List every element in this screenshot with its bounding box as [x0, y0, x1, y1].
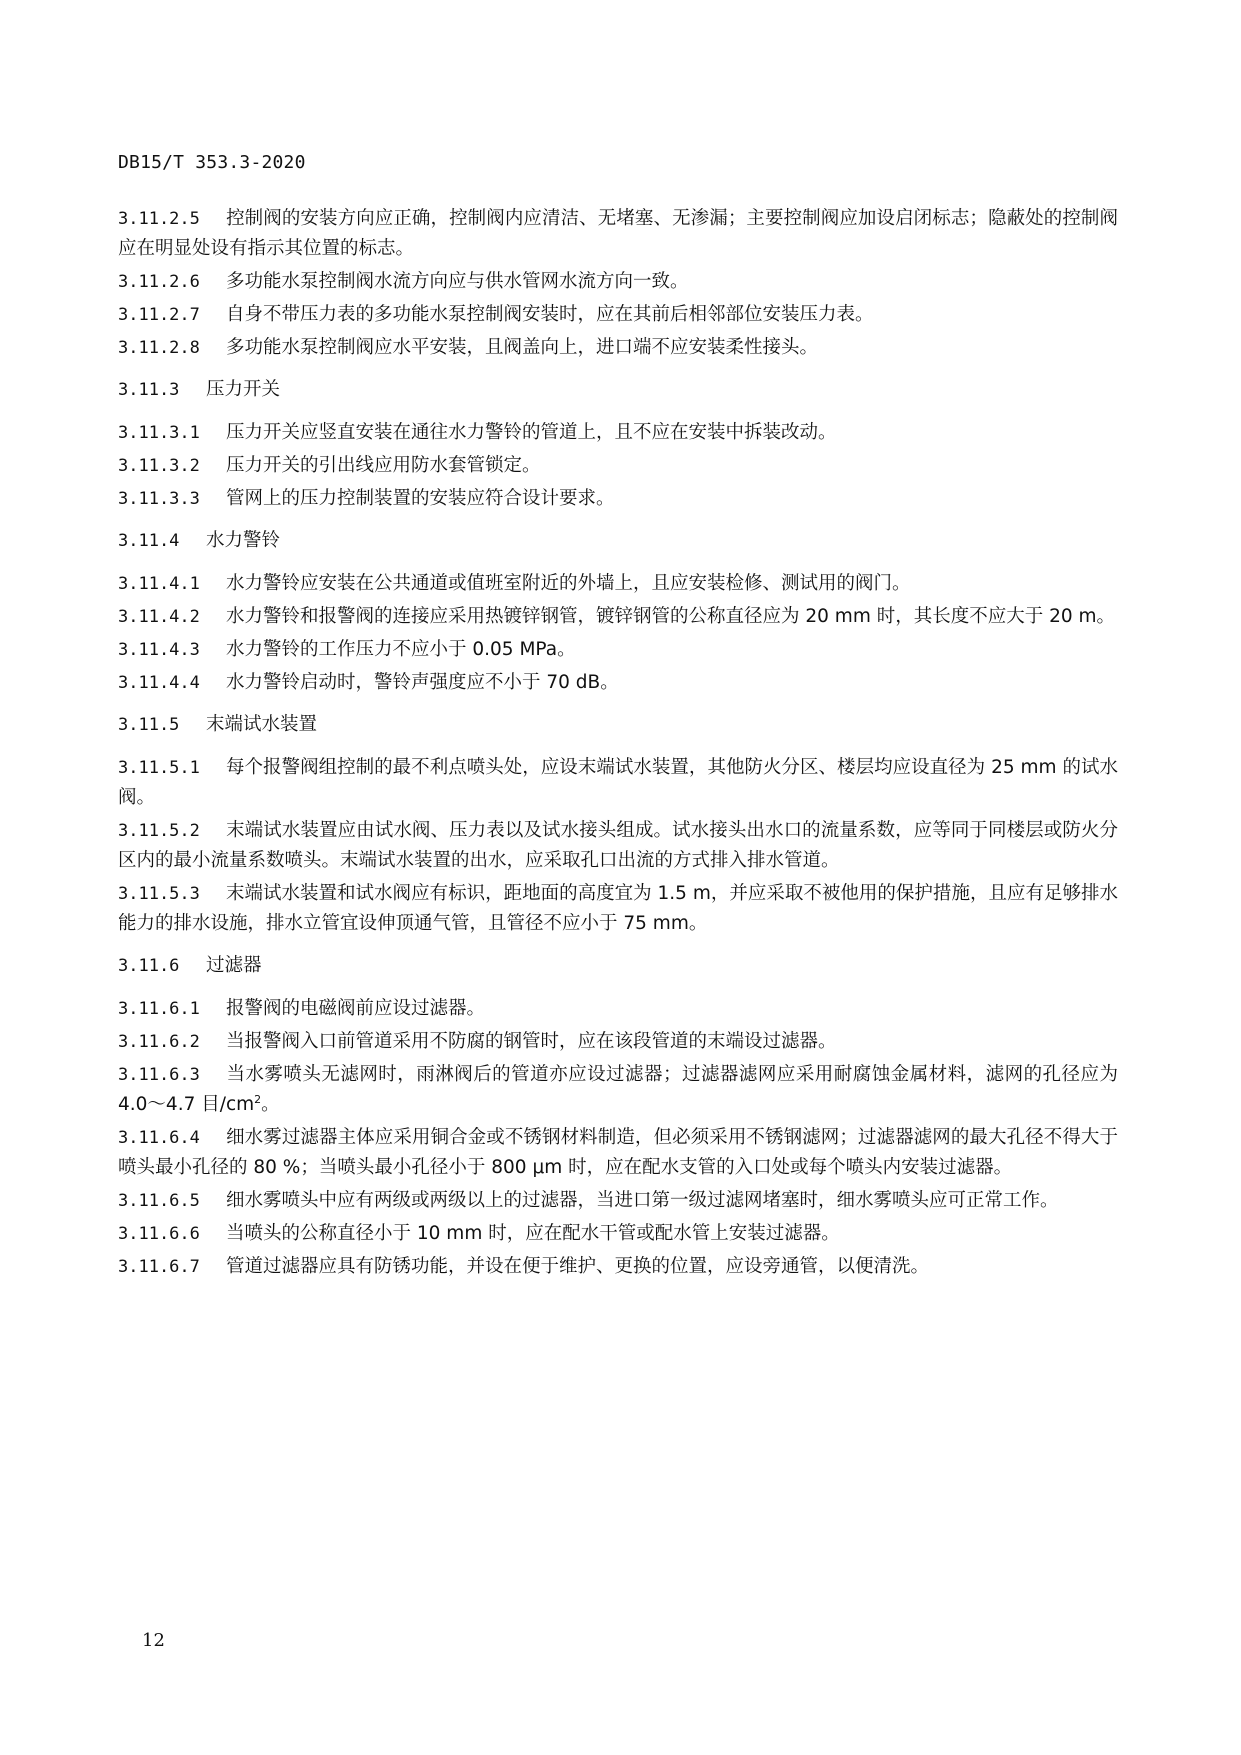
section-title: 末端试水装置: [206, 714, 318, 735]
section-heading-3-11-5: [118, 710, 1118, 740]
clause-3-11-6-1: [118, 994, 1118, 1024]
clause-text: 末端试水装置应由试水阀、压力表以及试水接头组成。试水接头出水口的流量系数，应等同于同楼层或防火分区内的最小流量系数喷头。末端试水装置的出水，应采取孔口出流的方式排入排水管道。: [118, 820, 1118, 871]
clause-text: 自身不带压力表的多功能水泵控制阀安装时，应在其前后相邻部位安装压力表。: [226, 304, 874, 325]
clause-3-11-3-2: [118, 451, 1118, 481]
clause-text: 细水雾过滤器主体应采用铜合金或不锈钢材料制造，但必须采用不锈钢滤网；过滤器滤网的最大孔径不得大于喷头最小孔径的 80 %；当喷头最小孔径小于 800 μm 时，应在配水支管的入口处或每个喷头内安装过滤器。: [118, 1127, 1118, 1178]
clause-3-11-6-3: [118, 1060, 1118, 1120]
section-heading-3-11-6: [118, 951, 1118, 981]
section-number: 3.11.6: [118, 956, 180, 976]
clause-3-11-6-5: [118, 1186, 1118, 1216]
clause-3-11-4-1: [118, 569, 1118, 599]
clause-text: 压力开关的引出线应用防水套管锁定。: [226, 455, 541, 476]
clause-number: 3.11.2.5: [118, 209, 200, 229]
clause-3-11-3-3: [118, 484, 1118, 514]
clause-text: 水力警铃启动时，警铃声强度应不小于 70 dB。: [226, 672, 619, 693]
clause-3-11-6-4: [118, 1123, 1118, 1183]
clause-number: 3.11.3.2: [118, 456, 200, 476]
clause-number: 3.11.6.7: [118, 1257, 200, 1277]
section-heading-3-11-3: [118, 375, 1118, 405]
clause-number: 3.11.5.1: [118, 758, 200, 778]
clause-3-11-6-2: [118, 1027, 1118, 1057]
clause-3-11-2-6: [118, 267, 1118, 297]
clause-text: 当报警阀入口前管道采用不防腐的钢管时，应在该段管道的末端设过滤器。: [226, 1031, 837, 1052]
clause-number: 3.11.6.3: [118, 1065, 200, 1085]
clause-3-11-5-3: [118, 879, 1118, 939]
clause-3-11-5-2: [118, 816, 1118, 876]
clause-text: 当水雾喷头无滤网时，雨淋阀后的管道亦应设过滤器；过滤器滤网应采用耐腐蚀金属材料，滤网的孔径应为 4.0～4.7 目/cm: [118, 1064, 1118, 1115]
clause-number: 3.11.3.3: [118, 489, 200, 509]
superscript: 2: [254, 1092, 262, 1106]
clause-number: 3.11.6.5: [118, 1191, 200, 1211]
document-body: [118, 204, 1118, 1285]
clause-text: 管网上的压力控制装置的安装应符合设计要求。: [226, 488, 615, 509]
section-number: 3.11.4: [118, 531, 180, 551]
section-title: 水力警铃: [206, 530, 281, 551]
clause-3-11-2-8: [118, 333, 1118, 363]
clause-text: 水力警铃应安装在公共通道或值班室附近的外墙上，且应安装检修、测试用的阀门。: [226, 573, 911, 594]
section-title: 压力开关: [206, 379, 281, 400]
clause-number: 3.11.3.1: [118, 423, 200, 443]
page-number: 12: [142, 1630, 165, 1651]
clause-text: 水力警铃和报警阀的连接应采用热镀锌钢管，镀锌钢管的公称直径应为 20 mm 时，其长度不应大于 20 m。: [226, 606, 1116, 627]
clause-number: 3.11.6.2: [118, 1032, 200, 1052]
clause-3-11-4-4: [118, 668, 1118, 698]
clause-number: 3.11.5.2: [118, 821, 200, 841]
clause-3-11-2-7: [118, 300, 1118, 330]
clause-text: 报警阀的电磁阀前应设过滤器。: [226, 998, 486, 1019]
clause-3-11-2-5: [118, 204, 1118, 264]
clause-number: 3.11.2.6: [118, 272, 200, 292]
clause-text-tail: 。: [261, 1094, 280, 1115]
clause-3-11-5-1: [118, 753, 1118, 813]
clause-text: 压力开关应竖直安装在通往水力警铃的管道上，且不应在安装中拆装改动。: [226, 422, 837, 443]
section-number: 3.11.3: [118, 380, 180, 400]
document-code: DB15/T 353.3-2020: [118, 152, 306, 173]
section-heading-3-11-4: [118, 526, 1118, 556]
clause-number: 3.11.4.1: [118, 574, 200, 594]
clause-number: 3.11.2.7: [118, 305, 200, 325]
clause-text: 控制阀的安装方向应正确，控制阀内应清洁、无堵塞、无渗漏；主要控制阀应加设启闭标志；隐蔽处的控制阀应在明显处设有指示其位置的标志。: [118, 208, 1118, 259]
clause-text: 每个报警阀组控制的最不利点喷头处，应设末端试水装置，其他防火分区、楼层均应设直径为 25 mm 的试水阀。: [118, 757, 1118, 808]
clause-3-11-4-2: [118, 602, 1118, 632]
clause-number: 3.11.6.1: [118, 999, 200, 1019]
clause-number: 3.11.4.3: [118, 640, 200, 660]
clause-3-11-4-3: [118, 635, 1118, 665]
clause-text: 当喷头的公称直径小于 10 mm 时，应在配水干管或配水管上安装过滤器。: [226, 1223, 840, 1244]
clause-text: 水力警铃的工作压力不应小于 0.05 MPa。: [226, 639, 576, 660]
clause-text: 多功能水泵控制阀水流方向应与供水管网水流方向一致。: [226, 271, 689, 292]
clause-number: 3.11.6.6: [118, 1224, 200, 1244]
clause-3-11-3-1: [118, 418, 1118, 448]
clause-text: 末端试水装置和试水阀应有标识，距地面的高度宜为 1.5 m，并应采取不被他用的保护措施，且应有足够排水能力的排水设施，排水立管宜设伸顶通气管，且管径不应小于 75 mm。: [118, 883, 1118, 934]
clause-3-11-6-7: [118, 1252, 1118, 1282]
clause-number: 3.11.4.2: [118, 607, 200, 627]
clause-number: 3.11.6.4: [118, 1128, 200, 1148]
clause-text: 管道过滤器应具有防锈功能，并设在便于维护、更换的位置，应设旁通管，以便清洗。: [226, 1256, 930, 1277]
clause-3-11-6-6: [118, 1219, 1118, 1249]
clause-number: 3.11.4.4: [118, 673, 200, 693]
section-number: 3.11.5: [118, 715, 180, 735]
clause-text: 多功能水泵控制阀应水平安装，且阀盖向上，进口端不应安装柔性接头。: [226, 337, 819, 358]
clause-text: 细水雾喷头中应有两级或两级以上的过滤器，当进口第一级过滤网堵塞时，细水雾喷头应可正常工作。: [226, 1190, 1059, 1211]
clause-number: 3.11.5.3: [118, 884, 200, 904]
clause-number: 3.11.2.8: [118, 338, 200, 358]
section-title: 过滤器: [206, 955, 262, 976]
